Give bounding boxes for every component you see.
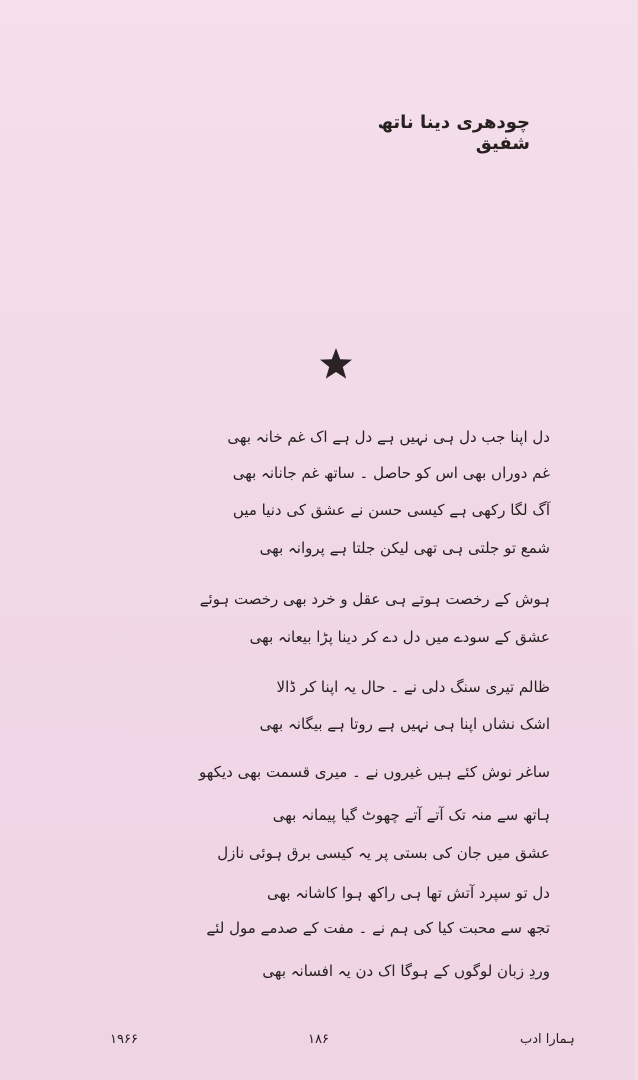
poem-line: عشق کے سودے میں دل دے کر دینا پڑا بیعانہ بھی (249, 628, 550, 646)
poem-line: دل اپنا جب دل ہی نہیں ہے دل ہے اک غم خانہ بھی (227, 428, 550, 446)
poem-line: دل تو سپرد آتش تھا ہی راکھ ہوا کاشانہ بھی (266, 884, 550, 902)
poem-line: تجھ سے محبت کیا کی ہم نے ۔ مفت کے صدمے مول لئے (206, 919, 550, 937)
journal-name: ہمارا ادب (520, 1032, 575, 1047)
footer-year: ۱۹۶۶ (110, 1032, 138, 1047)
page-number: ۱۸۶ (308, 1032, 329, 1047)
poem-line: وردِ زبان لوگوں کے ہوگا اک دن یہ افسانہ بھی (262, 962, 550, 980)
poem-line: آگ لگا رکھی ہے کیسی حسن نے عشق کی دنیا میں (232, 501, 550, 519)
author-name: چودھری دینا ناتھ شفیق (377, 112, 530, 154)
poem-line: غم دوراں بھی اس کو حاصل ۔ ساتھ غم جانانہ بھی (232, 464, 550, 482)
poem-line: شمع تو جلتی ہی تھی لیکن جلتا ہے پروانہ بھی (259, 539, 550, 557)
poem-line: عشق میں جان کی بستی پر یہ کیسی برق ہوئی نازل (217, 844, 550, 862)
star-icon (318, 346, 354, 382)
page-edge (632, 0, 638, 1080)
poem-line: ظالم تیری سنگ دلی نے ۔ حال یہ اپنا کر ڈالا (276, 678, 550, 696)
poem-line: ساغر نوش کئے ہیں غیروں نے ۔ میری قسمت بھی دیکھو (199, 763, 550, 781)
poem-line: ہاتھ سے منہ تک آتے آتے چھوٹ گیا پیمانہ بھی (272, 806, 550, 824)
poem-line: اشک نشاں اپنا ہی نہیں ہے روتا ہے بیگانہ بھی (259, 715, 550, 733)
poem-line: ہوش کے رخصت ہوتے ہی عقل و خرد بھی رخصت ہوئے (199, 590, 550, 608)
